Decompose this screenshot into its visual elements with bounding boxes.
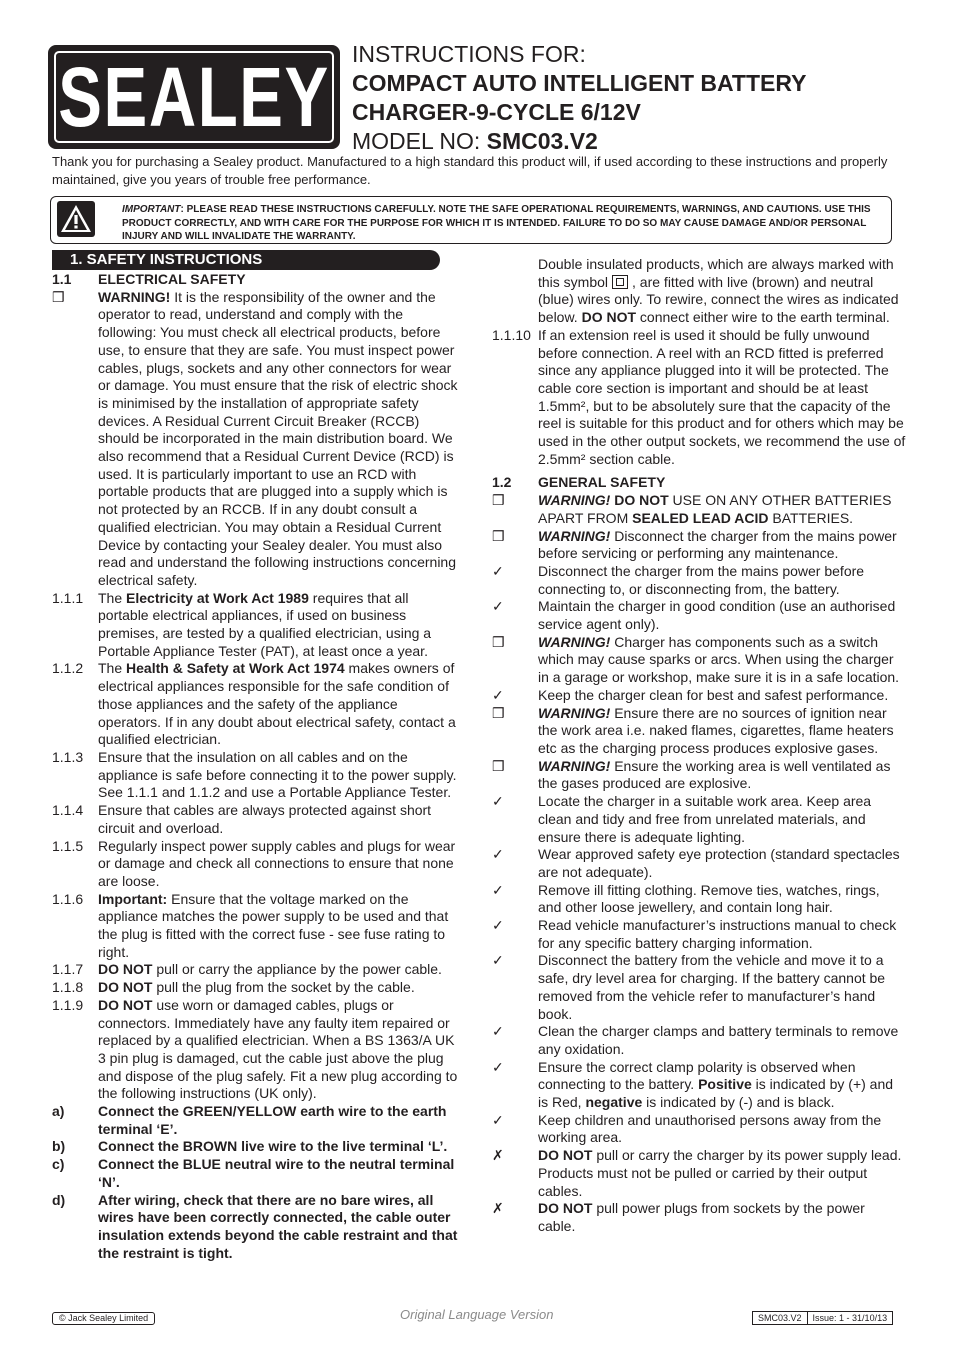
list-item: ✓ Locate the charger in a suitable work area. Keep area clean and tidy and free from unrelated materials, and ensure there is adequate lighting. [492, 793, 872, 845]
important-body: : PLEASE READ THESE INSTRUCTIONS CAREFULLY. NOTE THE SAFE OPERATIONAL REQUIREMENTS, WARNINGS, AND CAUTIONS. USE THIS PRODUCT CORRECTLY, AND WITH CARE FOR THE PURPOSE FOR WHICH IT IS INTENDED. FAILURE TO DO SO MAY CAUSE DAMAGE AND/OR PERSONAL INJURY AND WILL INVALIDATE THE WARRANTY. [122, 204, 871, 242]
list-item: a) Connect the GREEN/YELLOW earth wire to the earth terminal ‘E’. [52, 1103, 447, 1137]
important-label: IMPORTANT [122, 204, 181, 215]
model-prefix: MODEL NO: [352, 128, 487, 154]
double-insulated-icon [612, 275, 628, 289]
warning-box-icon: ❒ [492, 633, 505, 650]
warning-box-icon: ❒ [492, 492, 505, 509]
cross-icon: ✗ [492, 1147, 504, 1164]
list-item: 1.1.9 DO NOT use worn or damaged cables, plugs or connectors. Immediately have any faulty item repaired or replaced by a qualified electrician. When a BS 1363/A UK 3 pin plug is damaged, cut the cable just above the plug and dispose of the plug safely. Fit a new plug according to the following instructions (UK only). [52, 996, 458, 1102]
list-item: ✓ Keep the charger clean for best and safest performance. [492, 686, 889, 703]
list-item: 1.1.5 Regularly inspect power supply cables and plugs for wear or damage and check all connections to ensure that none are loose. [52, 837, 456, 889]
title-product-line2: CHARGER-9-CYCLE 6/12V [352, 99, 641, 125]
subsection-heading: 1.2 GENERAL SAFETY [492, 474, 666, 491]
list-item: d) After wiring, check that there are no bare wires, all wires have been correctly connected, the cable outer insulation extends beyond the cable restraint and that the restraint is tight. [52, 1191, 458, 1261]
list-item: ✓ Ensure the correct clamp polarity is observed when connecting to the battery. Positive is indicated by (+) and is Red, negative is indicated by (-) and is black. [492, 1058, 894, 1111]
list-item: ❒ WARNING! Charger has components such as a switch which may cause sparks or arcs. When using the charger in a garage or workshop, make sure it is in a safe location. [492, 633, 900, 686]
check-icon: ✓ [492, 917, 504, 934]
footer-model: SMC03.V2 [758, 1313, 802, 1323]
left-column [52, 271, 460, 1262]
list-item: ✓ Disconnect the charger from the mains power before connecting to, or disconnecting from, the battery. [492, 562, 865, 597]
section-title: 1. SAFETY INSTRUCTIONS [70, 251, 263, 268]
right-column [492, 256, 906, 1236]
list-item: ❒ WARNING! It is the responsibility of the owner and the operator to read, understand and comply with the following: You must check all electrical products, before use, to ensure that they are safe. You must inspect power cables, plugs, sockets and any other connectors for wear or damage. You must ensure that the risk of electric shock is minimised by the installation of appropriate safety devices. A Residual Current Circuit Breaker (RCCB) should be incorporated in the main distribution board. We also recommend that a Residual Current Device (RCD) is used. It is particularly important to use an RCD with portable products that are plugged into a supply which is not protected by an RCCB. If in any doubt consult a qualified electrician. You may obtain a Residual Current Device by contacting your Sealey dealer. You must also read and understand the following instructions concerning electrical safety. [52, 288, 458, 588]
cross-icon: ✗ [492, 1200, 504, 1217]
list-item: ✗ DO NOT pull or carry the charger by its power supply lead. Products must not be pulled or carried by their output cables. [492, 1147, 902, 1199]
check-icon: ✓ [492, 686, 504, 703]
title-block [352, 40, 942, 156]
check-icon: ✓ [492, 1023, 504, 1040]
list-item: 1.1.6 Important: Ensure that the voltage marked on the appliance matches the power supply to be used and that the plug is fitted with the correct fuse - see fuse rating to right. [52, 890, 449, 960]
check-icon: ✓ [492, 598, 504, 615]
footer-language-note: Original Language Version [400, 1307, 554, 1322]
check-icon: ✓ [492, 881, 504, 898]
warning-box-icon: ❒ [492, 704, 505, 721]
list-item: ❒ WARNING! Ensure there are no sources of ignition near the work area i.e. naked flames, cigarettes, flame heaters etc as the charging process produces explosive gases. [492, 704, 894, 756]
check-icon: ✓ [492, 1111, 504, 1128]
check-icon: ✓ [492, 952, 504, 969]
list-item: ❒ WARNING! DO NOT USE ON ANY OTHER BATTERIES APART FROM SEALED LEAD ACID BATTERIES. [492, 492, 892, 526]
warning-triangle-icon [57, 201, 95, 237]
important-text [122, 203, 882, 244]
warning-box-icon: ❒ [52, 288, 65, 305]
list-item: ✓ Keep children and unauthorised persons away from the working area. [492, 1111, 882, 1146]
list-item: 1.1.8 DO NOT pull the plug from the socket by the cable. [52, 979, 415, 996]
list-item: ✓ Wear approved safety eye protection (standard spectacles are not adequate). [492, 846, 900, 880]
list-item: ✓ Clean the charger clamps and battery terminals to remove any oxidation. [492, 1023, 899, 1057]
model-number: SMC03.V2 [486, 128, 598, 154]
list-item: c) Connect the BLUE neutral wire to the neutral terminal ‘N’. [52, 1156, 455, 1190]
list-item: 1.1.2 The Health & Safety at Work Act 1974 makes owners of electrical appliances responsible for the safe condition of those appliances and the safety of the appliance operators. If in any doubt about electrical safety, contact a qualified electrician. [52, 660, 456, 748]
list-item: ✓ Disconnect the battery from the vehicle and move it to a safe, dry level area for charging. If the battery cannot be removed from the vehicle refer to manufacturer’s hand book. [492, 952, 886, 1022]
footer-model-issue [752, 1311, 893, 1325]
list-item: 1.1.3 Ensure that the insulation on all cables and on the appliance is safe before connecting it to the power supply. See 1.1.1 and 1.1.2 and use a Portable Appliance Tester. [52, 748, 457, 801]
list-item: ✓ Remove ill fitting clothing. Remove ties, watches, rings, and other loose jewellery, and contain long hair. [492, 881, 880, 916]
warning-box-icon: ❒ [492, 527, 505, 544]
list-item: 1.1.7 DO NOT pull or carry the appliance by the power cable. [52, 961, 442, 978]
list-item: ❒ WARNING! Ensure the working area is well ventilated as the gases produced are explosive. [492, 757, 891, 792]
list-item: 1.1.10 If an extension reel is used it should be fully unwound before connection. A reel with an RCD fitted is preferred since any appliance plugged into it will be protected. The cable core section is important and should be at least 1.5mm², but to be absolutely sure that the capacity of the reel is suitable for this product and for others which may be used in the other output sockets, we recommend the use of 2.5mm² section cable. [492, 326, 906, 467]
footer-copyright: © Jack Sealey Limited [52, 1312, 155, 1325]
list-item: b) Connect the BROWN live wire to the live terminal ‘L’. [52, 1138, 448, 1155]
logo-text: SEALEY [58, 50, 330, 144]
list-item: ✗ DO NOT pull power plugs from sockets by the power cable. [492, 1200, 865, 1234]
list-item: 1.1.1 The Electricity at Work Act 1989 requires that all portable electrical appliances, if used on business premises, are tested by a qualified electrician, using a Portable Appliance Tester (PAT), at least once a year. [52, 589, 432, 659]
list-item: ✓ Read vehicle manufacturer’s instructions manual to check for any specific battery charging information. [492, 917, 897, 951]
check-icon: ✓ [492, 793, 504, 810]
warning-box-icon: ❒ [492, 757, 505, 774]
list-item: ❒ WARNING! Disconnect the charger from the mains power before servicing or performing any maintenance. [492, 527, 897, 562]
list-item: Double insulated products, which are always marked with this symbol , are fitted with live (brown) and neutral (blue) wires only. To rewire, connect the wires as indicated below. DO NOT connect either wire to the earth terminal. [538, 256, 899, 326]
check-icon: ✓ [492, 846, 504, 863]
title-model [352, 127, 942, 156]
list-item: ✓ Maintain the charger in good condition (use an authorised service agent only). [492, 598, 896, 633]
footer-issue: Issue: 1 - 31/10/13 [807, 1312, 893, 1324]
check-icon: ✓ [492, 562, 504, 579]
section-heading-safety [52, 250, 440, 270]
sealey-logo [48, 45, 340, 149]
title-product-line1: COMPACT AUTO INTELLIGENT BATTERY [352, 70, 807, 96]
list-item: 1.1.4 Ensure that cables are always protected against short circuit and overload. [52, 802, 432, 836]
title-instructions: INSTRUCTIONS FOR: [352, 41, 586, 67]
subsection-heading: 1.1 ELECTRICAL SAFETY [52, 271, 246, 287]
intro-text: Thank you for purchasing a Sealey product. Manufactured to a high standard this product will, if used according to these instructions and properly maintained, give you years of trouble free performance. [52, 154, 888, 187]
check-icon: ✓ [492, 1058, 504, 1075]
important-notice [50, 196, 892, 244]
